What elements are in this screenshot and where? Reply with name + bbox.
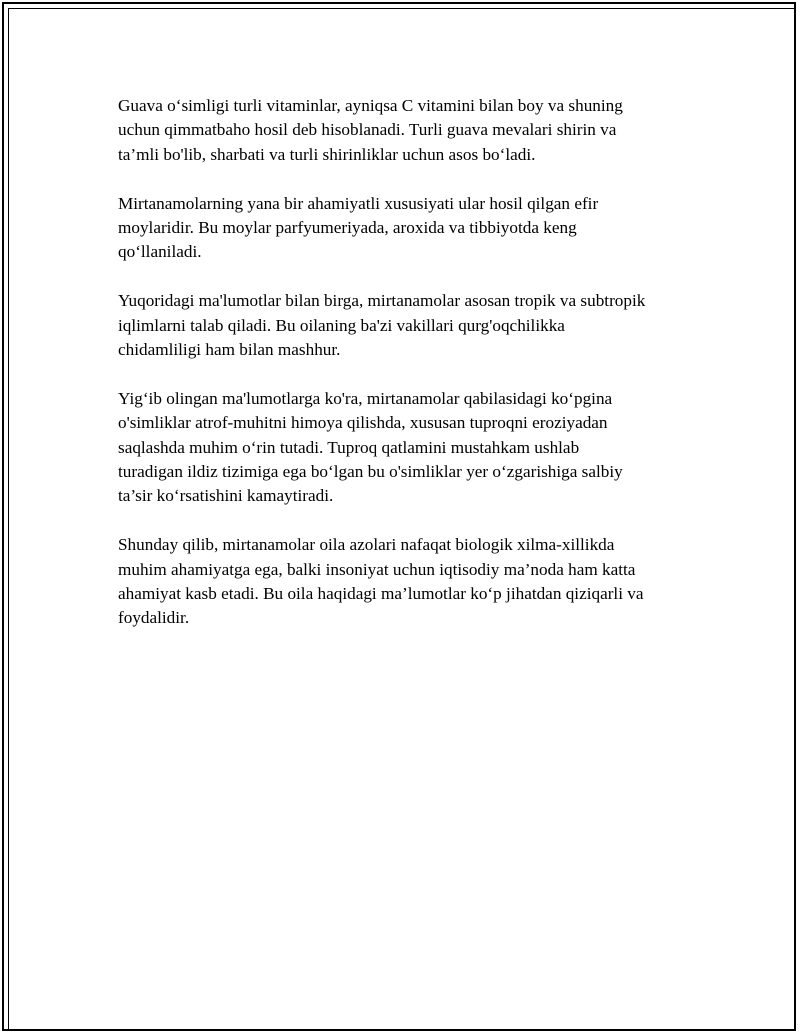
- paragraph-line: qo‘llaniladi.: [118, 242, 202, 262]
- paragraph-line: ahamiyat kasb etadi. Bu oila haqidagi ma’lumotlar ko‘p jihatdan qiziqarli va: [118, 584, 644, 604]
- paragraph-line: muhim ahamiyatga ega, balki insoniyat uchun iqtisodiy ma’noda ham katta: [118, 559, 636, 579]
- paragraph-line: uchun qimmatbaho hosil deb hisoblanadi. Turli guava mevalari shirin va: [118, 120, 617, 140]
- paragraph-line: ta’sir ko‘rsatishini kamaytiradi.: [118, 486, 334, 506]
- paragraph-line: Yuqoridagi ma'lumotlar bilan birga, mirtanamolar asosan tropik va subtropik: [118, 291, 646, 311]
- paragraph-line: saqlashda muhim o‘rin tutadi. Tuproq qatlamini mustahkam ushlab: [118, 437, 580, 457]
- paragraph-line: Shunday qilib, mirtanamolar oila azolari nafaqat biologik xilma-xillikda: [118, 535, 615, 555]
- paragraph-line: o'simliklar atrof-muhitni himoya qilishda, xususan tuproqni eroziyadan: [118, 413, 608, 433]
- paragraph-environment: [118, 387, 698, 509]
- paragraph-line: Yig‘ib olingan ma'lumotlarga ko'ra, mirtanamolar qabilasidagi ko‘pgina: [118, 388, 613, 408]
- paragraph-conclusion: [118, 533, 698, 631]
- paragraph-line: ta’mli bo'lib, sharbati va turli shirinliklar uchun asos bo‘ladi.: [118, 144, 536, 164]
- paragraph-line: moylaridir. Bu moylar parfyumeriyada, aroxida va tibbiyotda keng: [118, 218, 577, 238]
- paragraph-line: turadigan ildiz tizimiga ega bo‘lgan bu o'simliklar yer o‘zgarishiga salbiy: [118, 462, 623, 482]
- paragraph-guava-vitamins: [118, 94, 698, 167]
- paragraph-line: chidamliligi ham bilan mashhur.: [118, 340, 341, 360]
- paragraph-line: Mirtanamolarning yana bir ahamiyatli xususiyati ular hosil qilgan efir: [118, 193, 599, 213]
- paragraph-essential-oils: [118, 192, 698, 265]
- paragraph-line: foydalidir.: [118, 608, 190, 628]
- paragraph-line: iqlimlarni talab qiladi. Bu oilaning ba'zi vakillari qurg'oqchilikka: [118, 315, 565, 335]
- paragraph-line: Guava o‘simligi turli vitaminlar, ayniqsa C vitamini bilan boy va shuning: [118, 96, 623, 115]
- paragraph-climate: [118, 289, 698, 362]
- document-body: [118, 94, 698, 655]
